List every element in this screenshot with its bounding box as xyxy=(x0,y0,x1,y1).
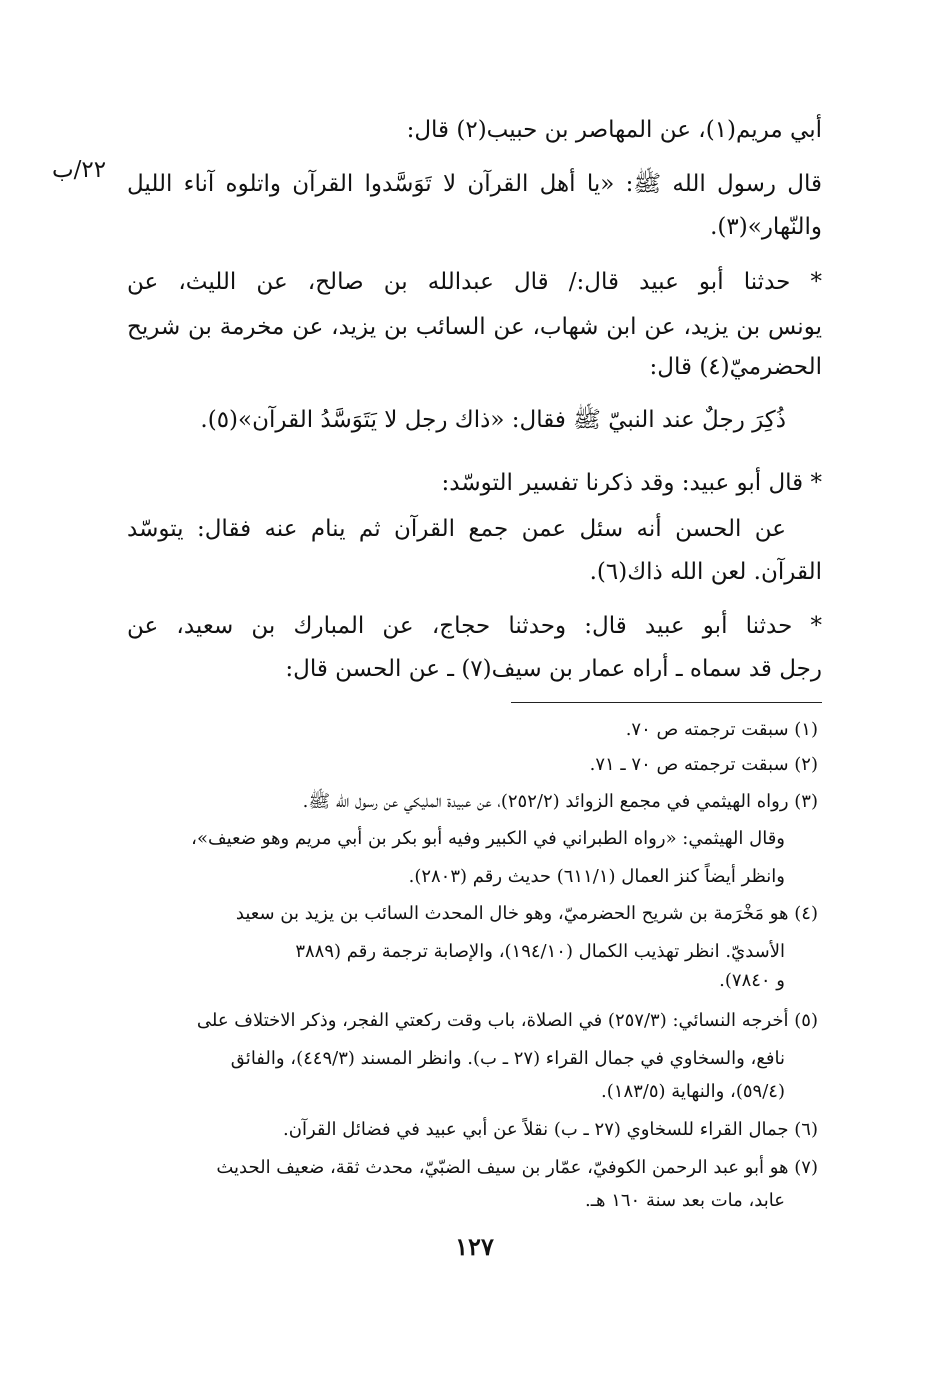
footnote-line: (٥٩/٤)، والنهاية (١٨٣/٥). xyxy=(601,1081,785,1102)
footnote-line: (٣) رواه الهيثمي في مجمع الزوائد (٢٥٢/٢)، عن عبيدة المليكي عن رسول الله ﷺ. xyxy=(302,791,818,812)
main-text-line: رجل قد سماه ـ أراه عمار بن سيف(٧) ـ عن الحسن قال: xyxy=(285,656,822,682)
footnote-line: و ٧٨٤٠). xyxy=(719,970,785,991)
main-text-line: يونس بن يزيد، عن ابن شهاب، عن السائب بن يزيد، عن مخرمة بن شريح xyxy=(127,314,822,340)
footnote-line: وقال الهيثمي: «رواه الطبراني في الكبير وفيه أبو بكر بن أبي مريم وهو ضعيف»، xyxy=(191,828,785,849)
main-text-line: * حدثنا أبو عبيد قال: وحدثنا حجاج، عن المبارك بن سعيد، عن xyxy=(127,613,822,639)
footnote-line: (٦) جمال القراء للسخاوي (٢٧ ـ ب) نقلاً عن أبي عبيد في فضائل القرآن. xyxy=(283,1119,818,1140)
main-text-line: الحضرميّ(٤) قال: xyxy=(649,354,822,380)
main-text-line: والنّهار»(٣). xyxy=(710,214,822,240)
margin-folio-note: ٢٢/ب xyxy=(52,157,107,183)
main-text-line: * قال أبو عبيد: وقد ذكرنا تفسير التوسّد: xyxy=(441,470,822,496)
page-number: ١٢٧ xyxy=(455,1232,494,1261)
footnote-separator xyxy=(511,702,822,703)
footnote-line: (٧) هو أبو عبد الرحمن الكوفيّ، عمّار بن سيف الضبّيّ، محدث ثقة، ضعيف الحديث xyxy=(216,1157,818,1178)
main-text-line: القرآن. لعن الله ذاك(٦). xyxy=(589,559,822,585)
footnote-line: الأسديّ. انظر تهذيب الكمال (١٩٤/١٠)، والإصابة ترجمة رقم (٣٨٨٩ xyxy=(295,941,785,962)
footnote-line: وانظر أيضاً كنز العمال (٦١١/١) حديث رقم (٢٨٠٣). xyxy=(408,866,785,887)
main-text-line: قال رسول الله ﷺ: «يا أهل القرآن لا تَوَسَّدوا القرآن واتلوه آناء الليل xyxy=(127,171,822,197)
footnote-line: نافع، والسخاوي في جمال القراء (٢٧ ـ ب). وانظر المسند (٤٤٩/٣)، والفائق xyxy=(230,1048,785,1069)
footnote-line: (٤) هو مَخْرَمة بن شريح الحضرميّ، وهو خال المحدث السائب بن يزيد بن سعيد xyxy=(235,903,818,924)
main-text-line: أبي مريم(١)، عن المهاصر بن حبيب(٢) قال: xyxy=(406,117,822,143)
footnote-line: (٥) أخرجه النسائي: (٢٥٧/٣) في الصلاة، باب وقت ركعتي الفجر، وذكر الاختلاف على xyxy=(196,1010,818,1031)
footnote-line: (١) سبقت ترجمته ص ٧٠. xyxy=(625,719,818,740)
main-text-line: عن الحسن أنه سئل عمن جمع القرآن ثم ينام عنه فقال: يتوسّد xyxy=(127,516,786,542)
main-text-line: ذُكِرَ رجلٌ عند النبيّ ﷺ فقال: «ذاك رجل لا يَتَوَسَّدُ القرآن»(٥). xyxy=(200,407,786,433)
main-text-line: * حدثنا أبو عبيد قال:/ قال عبدالله بن صالح، عن الليث، عن xyxy=(127,269,822,295)
footnote-line: (٢) سبقت ترجمته ص ٧٠ ـ ٧١. xyxy=(589,754,818,775)
footnote-line: عابد، مات بعد سنة ١٦٠ هـ. xyxy=(585,1190,785,1211)
